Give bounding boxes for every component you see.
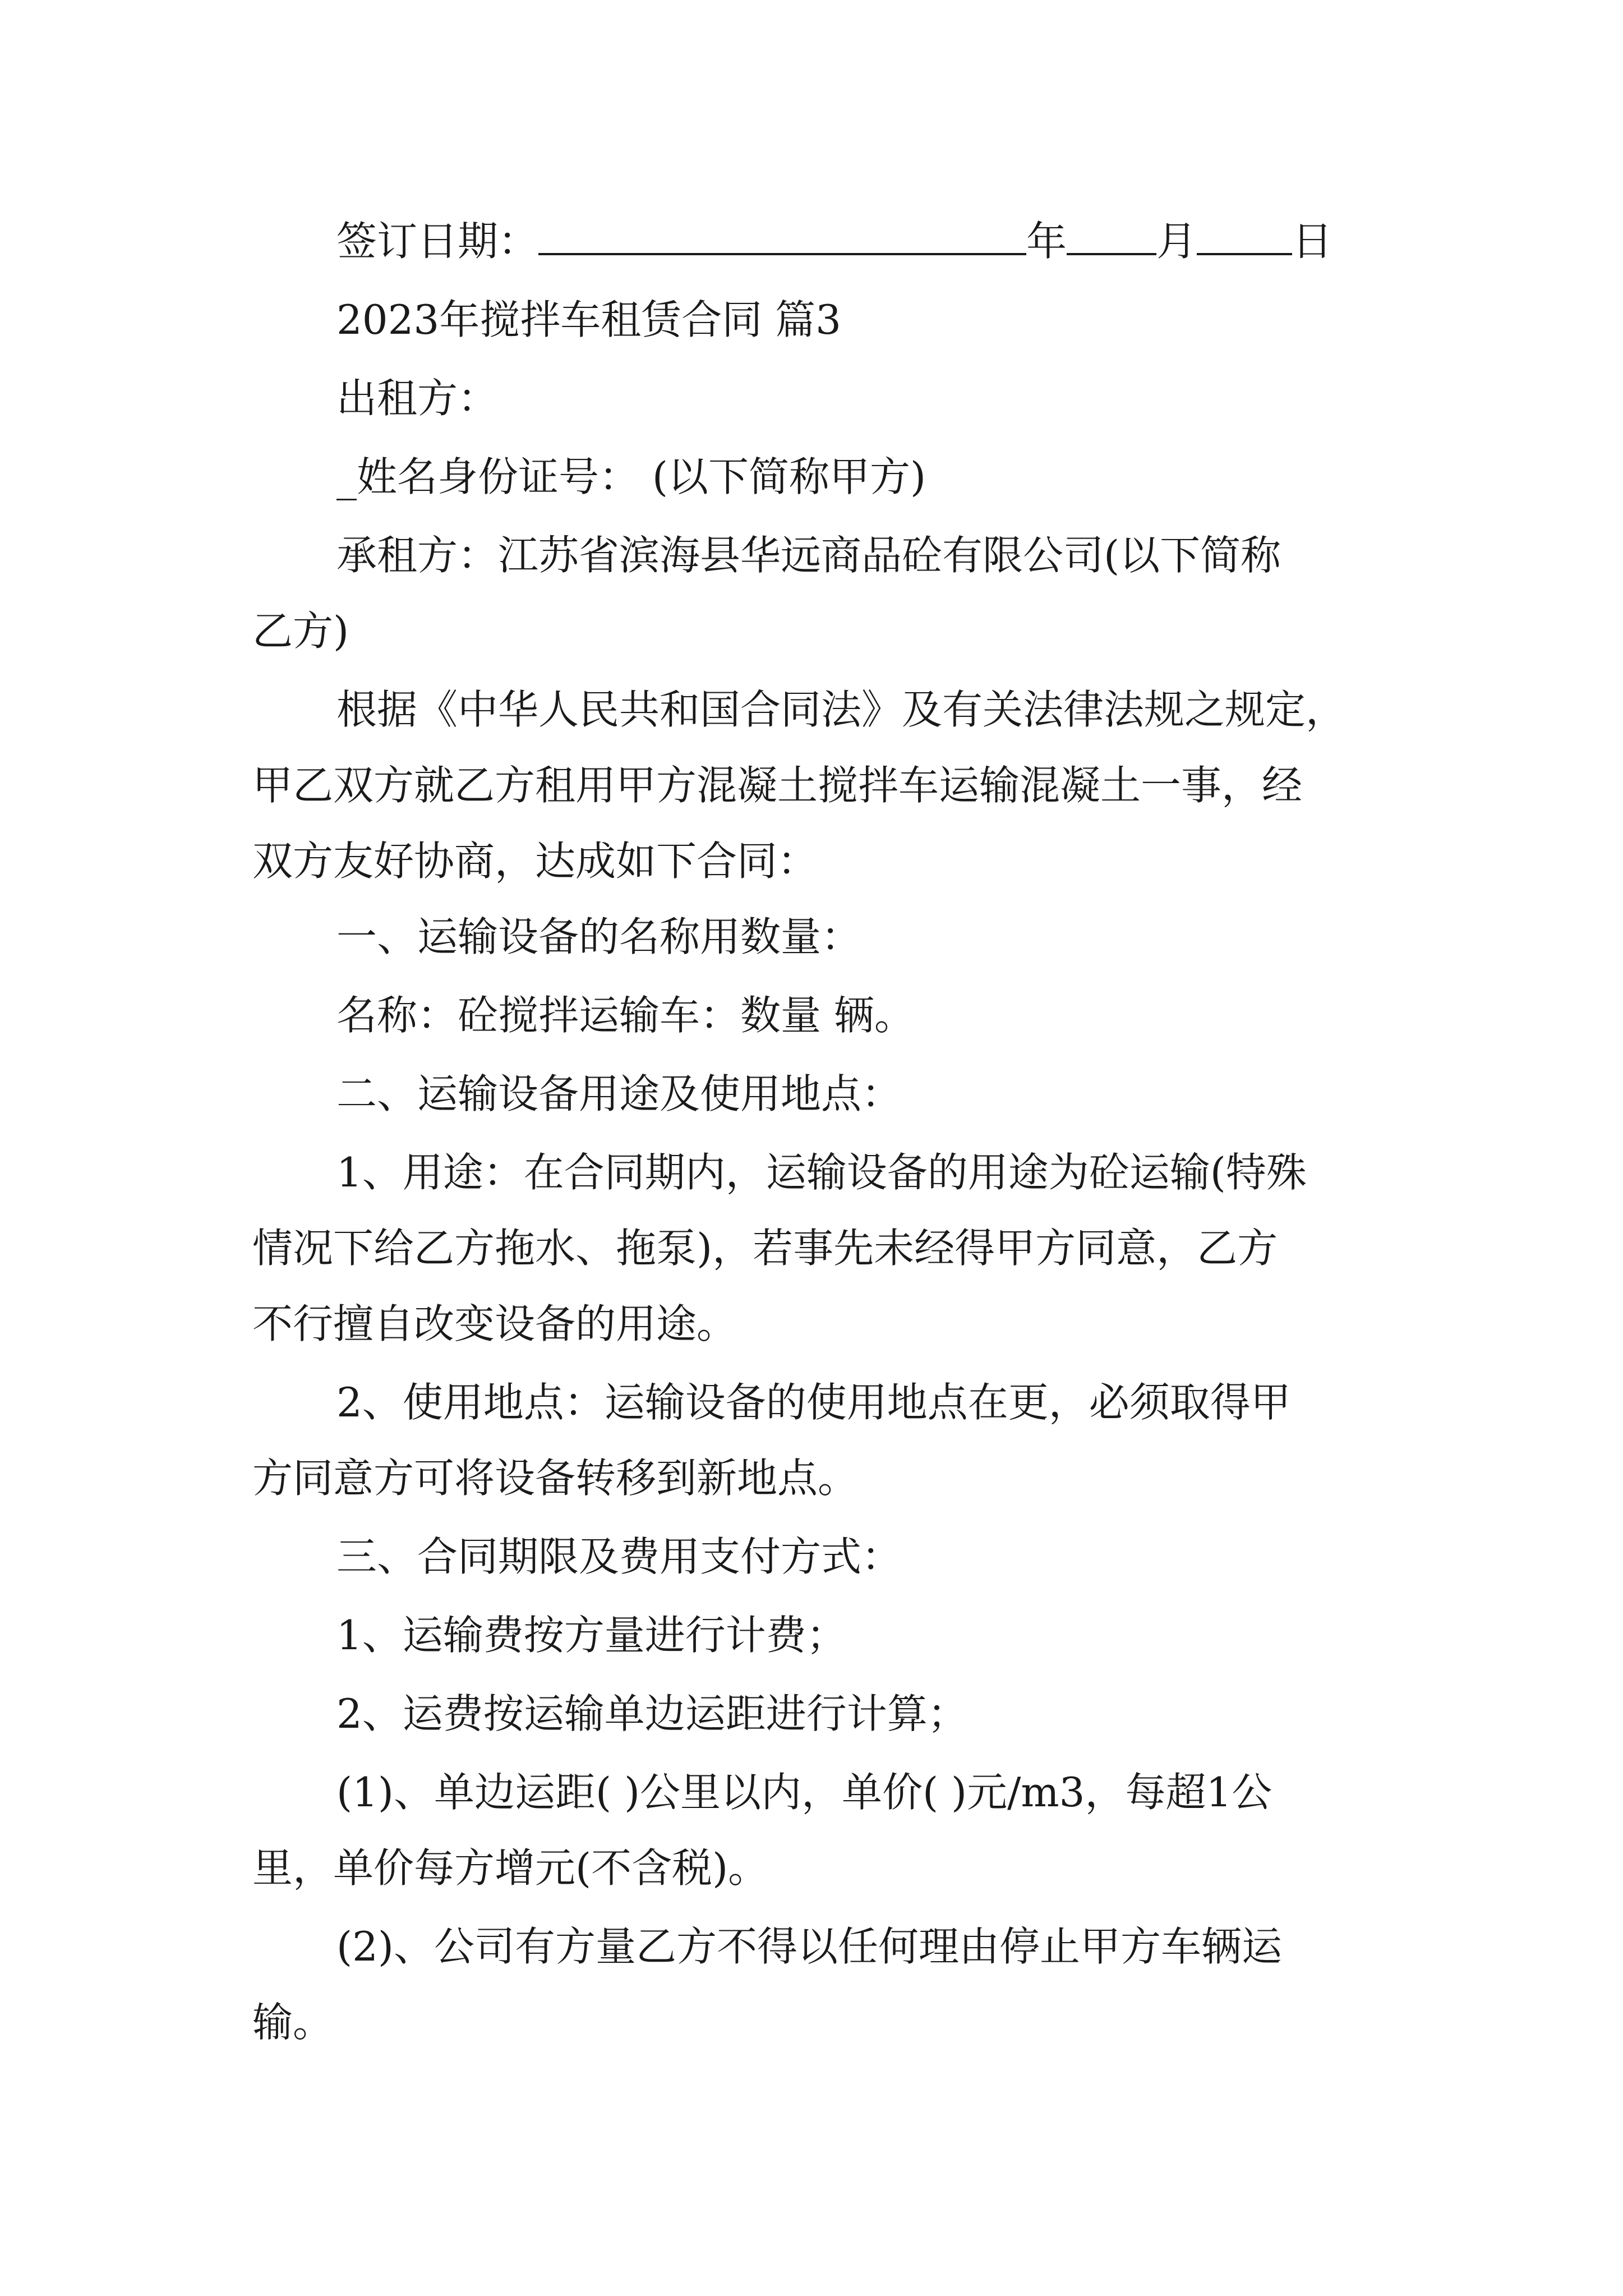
sign-day-blank xyxy=(1197,214,1292,255)
clause-text: (1)、单边运距( )公里以内，单价( )元/m3，每超1公 xyxy=(336,1769,1272,1816)
clause-text: 2、使用地点：运输设备的使用地点在更，必须取得甲 xyxy=(336,1379,1291,1426)
paragraph-line: 双方友好协商，达成如下合同： xyxy=(252,838,818,885)
clause-text: 名称：砼搅拌运输车：数量 辆。 xyxy=(336,992,915,1039)
clause-text: 不行擅自改变设备的用途。 xyxy=(252,1300,737,1347)
clause-heading: 三、合同期限及费用支付方式： xyxy=(336,1533,902,1580)
sign-date-line xyxy=(336,213,1458,269)
lessee-line: 承租方：江苏省滨海县华远商品砼有限公司(以下简称 xyxy=(336,532,1281,579)
clause-text: 2、运费按运输单边运距进行计算； xyxy=(336,1690,968,1737)
sign-date-label: 签订日期： xyxy=(336,218,539,265)
lessor-label: 出租方： xyxy=(336,375,499,422)
sign-date-blank xyxy=(538,214,1026,255)
section-title: 2023年搅拌车租赁合同 篇3 xyxy=(336,296,841,343)
clause-text: (2)、公司有方量乙方不得以任何理由停止甲方车辆运 xyxy=(336,1923,1282,1970)
clause-text: 输。 xyxy=(252,1999,334,2046)
sign-date-day: 日 xyxy=(1292,218,1333,265)
clause-heading: 二、运输设备用途及使用地点： xyxy=(336,1070,902,1117)
clause-text: 里，单价每方增元(不含税)。 xyxy=(252,1844,769,1892)
sign-month-blank xyxy=(1067,214,1156,255)
clause-text: 情况下给乙方拖水、拖泵)，若事先未经得甲方同意，乙方 xyxy=(252,1225,1278,1272)
lessee-line-cont: 乙方) xyxy=(252,608,349,655)
lessor-name-id: _姓名身份证号： (以下简称甲方) xyxy=(336,453,926,500)
paragraph-line: 甲乙双方就乙方租用甲方混凝土搅拌车运输混凝土一事，经 xyxy=(252,762,1303,809)
clause-text: 1、运输费按方量进行计费； xyxy=(336,1612,847,1659)
clause-text: 1、用途：在合同期内，运输设备的用途为砼运输(特殊 xyxy=(336,1149,1307,1196)
sign-date-month: 月 xyxy=(1156,218,1197,265)
clause-heading: 一、运输设备的名称用数量： xyxy=(336,913,862,960)
paragraph-line: 根据《中华人民共和国合同法》及有关法律法规之规定， xyxy=(336,686,1347,733)
sign-date-year: 年 xyxy=(1026,218,1067,265)
clause-text: 方同意方可将设备转移到新地点。 xyxy=(252,1455,859,1502)
